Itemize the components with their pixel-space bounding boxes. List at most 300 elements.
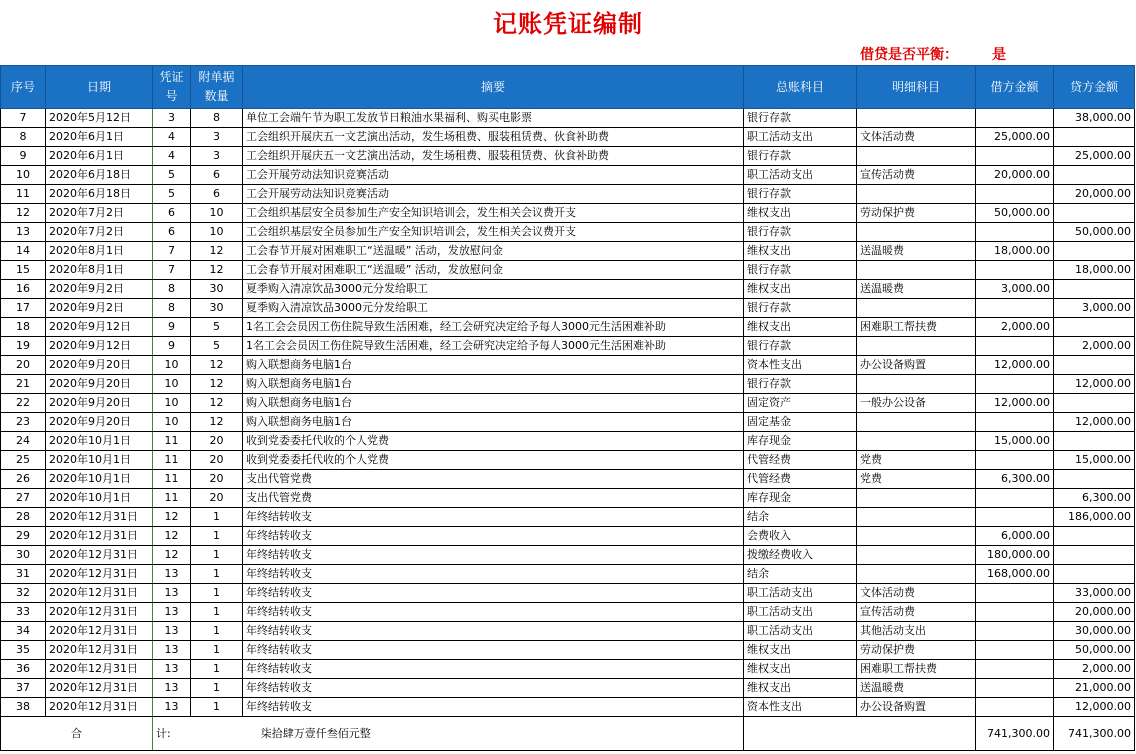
cell-credit[interactable] [1054, 565, 1135, 584]
cell-debit[interactable] [976, 489, 1054, 508]
cell-debit[interactable] [976, 337, 1054, 356]
cell-attachments[interactable]: 5 [191, 318, 243, 337]
cell-general-account[interactable]: 职工活动支出 [744, 622, 857, 641]
cell-debit[interactable] [976, 603, 1054, 622]
cell-voucher-no[interactable]: 12 [153, 527, 191, 546]
cell-summary[interactable]: 工会春节开展对困难职工“送温暖” 活动，发放慰问金 [243, 261, 744, 280]
total-credit[interactable]: 741,300.00 [1054, 717, 1135, 751]
cell-detail-account[interactable] [857, 109, 976, 128]
cell-general-account[interactable]: 固定资产 [744, 394, 857, 413]
cell-debit[interactable]: 18,000.00 [976, 242, 1054, 261]
cell-attachments[interactable]: 12 [191, 413, 243, 432]
cell-voucher-no[interactable]: 10 [153, 413, 191, 432]
total-empty[interactable] [744, 717, 976, 751]
cell-attachments[interactable]: 1 [191, 508, 243, 527]
cell-summary[interactable]: 年终结转收支 [243, 641, 744, 660]
cell-summary[interactable]: 年终结转收支 [243, 698, 744, 717]
cell-attachments[interactable]: 12 [191, 375, 243, 394]
cell-detail-account[interactable]: 劳动保护费 [857, 641, 976, 660]
cell-attachments[interactable]: 1 [191, 603, 243, 622]
cell-date[interactable]: 2020年12月31日 [46, 508, 153, 527]
cell-debit[interactable]: 180,000.00 [976, 546, 1054, 565]
cell-summary[interactable]: 收到党委委托代收的个人党费 [243, 432, 744, 451]
cell-attachments[interactable]: 20 [191, 432, 243, 451]
cell-credit[interactable]: 20,000.00 [1054, 185, 1135, 204]
cell-attachments[interactable]: 5 [191, 337, 243, 356]
cell-credit[interactable] [1054, 394, 1135, 413]
cell-voucher-no[interactable]: 7 [153, 242, 191, 261]
cell-general-account[interactable]: 维权支出 [744, 679, 857, 698]
cell-general-account[interactable]: 代管经费 [744, 470, 857, 489]
cell-general-account[interactable]: 资本性支出 [744, 698, 857, 717]
cell-attachments[interactable]: 8 [191, 109, 243, 128]
cell-detail-account[interactable] [857, 413, 976, 432]
cell-debit[interactable] [976, 508, 1054, 527]
cell-voucher-no[interactable]: 11 [153, 451, 191, 470]
cell-summary[interactable]: 工会组织开展庆五一文艺演出活动，发生场租费、服装租赁费、伙食补助费 [243, 147, 744, 166]
cell-voucher-no[interactable]: 13 [153, 679, 191, 698]
cell-voucher-no[interactable]: 8 [153, 280, 191, 299]
header-voucher[interactable]: 凭证号 [153, 66, 191, 109]
cell-detail-account[interactable]: 宣传活动费 [857, 603, 976, 622]
cell-voucher-no[interactable]: 6 [153, 204, 191, 223]
total-debit[interactable]: 741,300.00 [976, 717, 1054, 751]
cell-seq[interactable]: 18 [1, 318, 46, 337]
cell-attachments[interactable]: 3 [191, 147, 243, 166]
cell-debit[interactable]: 12,000.00 [976, 356, 1054, 375]
cell-debit[interactable] [976, 451, 1054, 470]
cell-voucher-no[interactable]: 11 [153, 470, 191, 489]
cell-detail-account[interactable] [857, 508, 976, 527]
cell-credit[interactable]: 33,000.00 [1054, 584, 1135, 603]
cell-summary[interactable]: 夏季购入清凉饮品3000元分发给职工 [243, 280, 744, 299]
cell-general-account[interactable]: 结余 [744, 508, 857, 527]
cell-summary[interactable]: 工会组织基层安全员参加生产安全知识培训会，发生相关会议费开支 [243, 204, 744, 223]
cell-date[interactable]: 2020年12月31日 [46, 565, 153, 584]
cell-general-account[interactable]: 固定基金 [744, 413, 857, 432]
cell-credit[interactable]: 21,000.00 [1054, 679, 1135, 698]
cell-seq[interactable]: 17 [1, 299, 46, 318]
cell-summary[interactable]: 支出代管党费 [243, 489, 744, 508]
cell-date[interactable]: 2020年9月20日 [46, 356, 153, 375]
cell-credit[interactable]: 15,000.00 [1054, 451, 1135, 470]
cell-detail-account[interactable] [857, 147, 976, 166]
cell-date[interactable]: 2020年10月1日 [46, 470, 153, 489]
cell-detail-account[interactable]: 党费 [857, 470, 976, 489]
cell-general-account[interactable]: 银行存款 [744, 337, 857, 356]
cell-voucher-no[interactable]: 4 [153, 128, 191, 147]
cell-summary[interactable]: 支出代管党费 [243, 470, 744, 489]
cell-credit[interactable]: 6,300.00 [1054, 489, 1135, 508]
cell-detail-account[interactable] [857, 489, 976, 508]
cell-attachments[interactable]: 20 [191, 451, 243, 470]
cell-credit[interactable]: 50,000.00 [1054, 641, 1135, 660]
cell-detail-account[interactable] [857, 546, 976, 565]
cell-seq[interactable]: 29 [1, 527, 46, 546]
cell-general-account[interactable]: 职工活动支出 [744, 584, 857, 603]
cell-seq[interactable]: 20 [1, 356, 46, 375]
cell-date[interactable]: 2020年12月31日 [46, 603, 153, 622]
cell-summary[interactable]: 年终结转收支 [243, 527, 744, 546]
cell-seq[interactable]: 21 [1, 375, 46, 394]
cell-date[interactable]: 2020年9月12日 [46, 318, 153, 337]
cell-date[interactable]: 2020年7月2日 [46, 204, 153, 223]
cell-date[interactable]: 2020年12月31日 [46, 698, 153, 717]
cell-voucher-no[interactable]: 11 [153, 489, 191, 508]
cell-credit[interactable] [1054, 166, 1135, 185]
cell-general-account[interactable]: 银行存款 [744, 375, 857, 394]
cell-debit[interactable] [976, 299, 1054, 318]
cell-credit[interactable]: 30,000.00 [1054, 622, 1135, 641]
cell-voucher-no[interactable]: 9 [153, 318, 191, 337]
cell-voucher-no[interactable]: 9 [153, 337, 191, 356]
cell-seq[interactable]: 28 [1, 508, 46, 527]
cell-detail-account[interactable] [857, 565, 976, 584]
cell-attachments[interactable]: 12 [191, 261, 243, 280]
cell-attachments[interactable]: 6 [191, 185, 243, 204]
cell-summary[interactable]: 收到党委委托代收的个人党费 [243, 451, 744, 470]
cell-general-account[interactable]: 维权支出 [744, 204, 857, 223]
cell-credit[interactable]: 20,000.00 [1054, 603, 1135, 622]
cell-seq[interactable]: 37 [1, 679, 46, 698]
cell-debit[interactable]: 168,000.00 [976, 565, 1054, 584]
cell-detail-account[interactable]: 办公设备购置 [857, 698, 976, 717]
cell-summary[interactable]: 年终结转收支 [243, 603, 744, 622]
cell-seq[interactable]: 23 [1, 413, 46, 432]
cell-summary[interactable]: 年终结转收支 [243, 565, 744, 584]
cell-general-account[interactable]: 维权支出 [744, 641, 857, 660]
cell-general-account[interactable]: 结余 [744, 565, 857, 584]
cell-credit[interactable]: 50,000.00 [1054, 223, 1135, 242]
cell-date[interactable]: 2020年6月18日 [46, 166, 153, 185]
cell-debit[interactable] [976, 679, 1054, 698]
cell-voucher-no[interactable]: 13 [153, 603, 191, 622]
cell-general-account[interactable]: 银行存款 [744, 147, 857, 166]
cell-seq[interactable]: 11 [1, 185, 46, 204]
cell-credit[interactable]: 2,000.00 [1054, 660, 1135, 679]
cell-date[interactable]: 2020年6月1日 [46, 128, 153, 147]
cell-attachments[interactable]: 1 [191, 584, 243, 603]
cell-date[interactable]: 2020年12月31日 [46, 622, 153, 641]
cell-summary[interactable]: 工会开展劳动法知识竞赛活动 [243, 185, 744, 204]
cell-credit[interactable] [1054, 356, 1135, 375]
cell-detail-account[interactable] [857, 223, 976, 242]
header-seq[interactable]: 序号 [1, 66, 46, 109]
cell-date[interactable]: 2020年10月1日 [46, 489, 153, 508]
cell-seq[interactable]: 14 [1, 242, 46, 261]
cell-detail-account[interactable] [857, 432, 976, 451]
cell-credit[interactable] [1054, 527, 1135, 546]
cell-date[interactable]: 2020年12月31日 [46, 546, 153, 565]
cell-seq[interactable]: 33 [1, 603, 46, 622]
cell-summary[interactable]: 年终结转收支 [243, 546, 744, 565]
cell-voucher-no[interactable]: 13 [153, 622, 191, 641]
cell-attachments[interactable]: 6 [191, 166, 243, 185]
cell-attachments[interactable]: 20 [191, 489, 243, 508]
cell-credit[interactable]: 18,000.00 [1054, 261, 1135, 280]
cell-debit[interactable]: 6,300.00 [976, 470, 1054, 489]
cell-debit[interactable]: 50,000.00 [976, 204, 1054, 223]
cell-general-account[interactable]: 会费收入 [744, 527, 857, 546]
cell-debit[interactable] [976, 584, 1054, 603]
cell-date[interactable]: 2020年12月31日 [46, 660, 153, 679]
cell-general-account[interactable]: 库存现金 [744, 432, 857, 451]
cell-debit[interactable] [976, 641, 1054, 660]
cell-summary[interactable]: 年终结转收支 [243, 679, 744, 698]
cell-seq[interactable]: 35 [1, 641, 46, 660]
cell-seq[interactable]: 9 [1, 147, 46, 166]
cell-voucher-no[interactable]: 3 [153, 109, 191, 128]
cell-general-account[interactable]: 银行存款 [744, 261, 857, 280]
cell-seq[interactable]: 30 [1, 546, 46, 565]
cell-attachments[interactable]: 1 [191, 527, 243, 546]
cell-attachments[interactable]: 12 [191, 242, 243, 261]
cell-seq[interactable]: 8 [1, 128, 46, 147]
cell-seq[interactable]: 25 [1, 451, 46, 470]
cell-summary[interactable]: 年终结转收支 [243, 622, 744, 641]
cell-summary[interactable]: 年终结转收支 [243, 660, 744, 679]
cell-general-account[interactable]: 职工活动支出 [744, 603, 857, 622]
cell-summary[interactable]: 单位工会端午节为职工发放节日粮油水果福利、购买电影票 [243, 109, 744, 128]
cell-voucher-no[interactable]: 13 [153, 584, 191, 603]
cell-attachments[interactable]: 3 [191, 128, 243, 147]
cell-debit[interactable] [976, 622, 1054, 641]
cell-detail-account[interactable]: 困难职工帮扶费 [857, 318, 976, 337]
cell-voucher-no[interactable]: 10 [153, 375, 191, 394]
cell-summary[interactable]: 购入联想商务电脑1台 [243, 394, 744, 413]
cell-general-account[interactable]: 代管经费 [744, 451, 857, 470]
cell-credit[interactable]: 2,000.00 [1054, 337, 1135, 356]
cell-attachments[interactable]: 20 [191, 470, 243, 489]
cell-voucher-no[interactable]: 8 [153, 299, 191, 318]
cell-date[interactable]: 2020年7月2日 [46, 223, 153, 242]
cell-attachments[interactable]: 12 [191, 394, 243, 413]
cell-voucher-no[interactable]: 4 [153, 147, 191, 166]
cell-detail-account[interactable]: 党费 [857, 451, 976, 470]
cell-detail-account[interactable]: 文体活动费 [857, 584, 976, 603]
cell-seq[interactable]: 36 [1, 660, 46, 679]
cell-detail-account[interactable]: 送温暖费 [857, 242, 976, 261]
cell-detail-account[interactable] [857, 185, 976, 204]
cell-debit[interactable] [976, 698, 1054, 717]
cell-attachments[interactable]: 1 [191, 679, 243, 698]
cell-date[interactable]: 2020年10月1日 [46, 451, 153, 470]
cell-debit[interactable] [976, 413, 1054, 432]
cell-credit[interactable] [1054, 280, 1135, 299]
cell-voucher-no[interactable]: 13 [153, 698, 191, 717]
cell-detail-account[interactable]: 送温暖费 [857, 280, 976, 299]
cell-voucher-no[interactable]: 6 [153, 223, 191, 242]
cell-seq[interactable]: 19 [1, 337, 46, 356]
cell-voucher-no[interactable]: 10 [153, 394, 191, 413]
cell-attachments[interactable]: 1 [191, 660, 243, 679]
header-credit[interactable]: 贷方金额 [1054, 66, 1135, 109]
cell-summary[interactable]: 1名工会会员因工伤住院导致生活困难，经工会研究决定给予每人3000元生活困难补助 [243, 337, 744, 356]
cell-debit[interactable] [976, 375, 1054, 394]
cell-voucher-no[interactable]: 13 [153, 565, 191, 584]
cell-date[interactable]: 2020年9月20日 [46, 394, 153, 413]
header-detail-account[interactable]: 明细科目 [857, 66, 976, 109]
cell-seq[interactable]: 22 [1, 394, 46, 413]
cell-detail-account[interactable]: 困难职工帮扶费 [857, 660, 976, 679]
cell-date[interactable]: 2020年8月1日 [46, 261, 153, 280]
cell-credit[interactable]: 25,000.00 [1054, 147, 1135, 166]
cell-debit[interactable] [976, 109, 1054, 128]
cell-general-account[interactable]: 银行存款 [744, 185, 857, 204]
cell-detail-account[interactable]: 送温暖费 [857, 679, 976, 698]
cell-seq[interactable]: 10 [1, 166, 46, 185]
cell-attachments[interactable]: 1 [191, 698, 243, 717]
cell-credit[interactable]: 12,000.00 [1054, 698, 1135, 717]
cell-seq[interactable]: 15 [1, 261, 46, 280]
cell-credit[interactable] [1054, 204, 1135, 223]
cell-voucher-no[interactable]: 5 [153, 185, 191, 204]
cell-summary[interactable]: 夏季购入清凉饮品3000元分发给职工 [243, 299, 744, 318]
cell-voucher-no[interactable]: 12 [153, 508, 191, 527]
cell-attachments[interactable]: 1 [191, 641, 243, 660]
cell-summary[interactable]: 购入联想商务电脑1台 [243, 413, 744, 432]
cell-detail-account[interactable] [857, 299, 976, 318]
cell-attachments[interactable]: 1 [191, 565, 243, 584]
cell-date[interactable]: 2020年9月12日 [46, 337, 153, 356]
cell-debit[interactable]: 12,000.00 [976, 394, 1054, 413]
cell-date[interactable]: 2020年12月31日 [46, 641, 153, 660]
header-date[interactable]: 日期 [46, 66, 153, 109]
cell-attachments[interactable]: 30 [191, 299, 243, 318]
cell-date[interactable]: 2020年10月1日 [46, 432, 153, 451]
cell-seq[interactable]: 16 [1, 280, 46, 299]
cell-detail-account[interactable] [857, 337, 976, 356]
cell-detail-account[interactable]: 文体活动费 [857, 128, 976, 147]
cell-attachments[interactable]: 12 [191, 356, 243, 375]
cell-seq[interactable]: 12 [1, 204, 46, 223]
cell-general-account[interactable]: 资本性支出 [744, 356, 857, 375]
cell-general-account[interactable]: 职工活动支出 [744, 166, 857, 185]
cell-credit[interactable]: 12,000.00 [1054, 375, 1135, 394]
cell-credit[interactable] [1054, 318, 1135, 337]
cell-date[interactable]: 2020年12月31日 [46, 527, 153, 546]
cell-date[interactable]: 2020年5月12日 [46, 109, 153, 128]
cell-debit[interactable]: 25,000.00 [976, 128, 1054, 147]
cell-general-account[interactable]: 银行存款 [744, 299, 857, 318]
cell-detail-account[interactable]: 一般办公设备 [857, 394, 976, 413]
total-words-cell[interactable] [153, 717, 744, 751]
cell-debit[interactable] [976, 223, 1054, 242]
cell-date[interactable]: 2020年8月1日 [46, 242, 153, 261]
cell-credit[interactable] [1054, 470, 1135, 489]
cell-summary[interactable]: 工会组织开展庆五一文艺演出活动，发生场租费、服装租赁费、伙食补助费 [243, 128, 744, 147]
cell-general-account[interactable]: 维权支出 [744, 242, 857, 261]
total-label-left[interactable]: 合 [1, 717, 153, 751]
cell-seq[interactable]: 26 [1, 470, 46, 489]
cell-debit[interactable] [976, 147, 1054, 166]
cell-date[interactable]: 2020年6月1日 [46, 147, 153, 166]
cell-summary[interactable]: 购入联想商务电脑1台 [243, 375, 744, 394]
cell-seq[interactable]: 24 [1, 432, 46, 451]
cell-voucher-no[interactable]: 5 [153, 166, 191, 185]
cell-debit[interactable]: 20,000.00 [976, 166, 1054, 185]
cell-detail-account[interactable]: 宣传活动费 [857, 166, 976, 185]
cell-detail-account[interactable] [857, 527, 976, 546]
cell-detail-account[interactable] [857, 261, 976, 280]
cell-date[interactable]: 2020年9月2日 [46, 299, 153, 318]
cell-summary[interactable]: 1名工会会员因工伤住院导致生活困难，经工会研究决定给予每人3000元生活困难补助 [243, 318, 744, 337]
cell-credit[interactable] [1054, 432, 1135, 451]
cell-date[interactable]: 2020年9月20日 [46, 413, 153, 432]
header-attachments[interactable]: 附单据数量 [191, 66, 243, 109]
cell-seq[interactable]: 7 [1, 109, 46, 128]
cell-general-account[interactable]: 维权支出 [744, 318, 857, 337]
cell-summary[interactable]: 购入联想商务电脑1台 [243, 356, 744, 375]
cell-credit[interactable] [1054, 546, 1135, 565]
cell-voucher-no[interactable]: 13 [153, 660, 191, 679]
cell-voucher-no[interactable]: 13 [153, 641, 191, 660]
cell-debit[interactable] [976, 185, 1054, 204]
cell-voucher-no[interactable]: 11 [153, 432, 191, 451]
cell-credit[interactable]: 186,000.00 [1054, 508, 1135, 527]
cell-debit[interactable]: 15,000.00 [976, 432, 1054, 451]
cell-general-account[interactable]: 库存现金 [744, 489, 857, 508]
cell-detail-account[interactable]: 劳动保护费 [857, 204, 976, 223]
cell-date[interactable]: 2020年9月2日 [46, 280, 153, 299]
cell-attachments[interactable]: 1 [191, 622, 243, 641]
cell-credit[interactable]: 3,000.00 [1054, 299, 1135, 318]
cell-date[interactable]: 2020年6月18日 [46, 185, 153, 204]
cell-debit[interactable] [976, 660, 1054, 679]
cell-seq[interactable]: 32 [1, 584, 46, 603]
header-general-account[interactable]: 总账科目 [744, 66, 857, 109]
cell-summary[interactable]: 年终结转收支 [243, 508, 744, 527]
header-summary[interactable]: 摘要 [243, 66, 744, 109]
cell-detail-account[interactable] [857, 375, 976, 394]
cell-attachments[interactable]: 30 [191, 280, 243, 299]
cell-detail-account[interactable]: 办公设备购置 [857, 356, 976, 375]
cell-attachments[interactable]: 10 [191, 204, 243, 223]
cell-general-account[interactable]: 维权支出 [744, 660, 857, 679]
cell-debit[interactable]: 6,000.00 [976, 527, 1054, 546]
cell-credit[interactable] [1054, 128, 1135, 147]
header-debit[interactable]: 借方金额 [976, 66, 1054, 109]
cell-date[interactable]: 2020年9月20日 [46, 375, 153, 394]
cell-general-account[interactable]: 职工活动支出 [744, 128, 857, 147]
cell-general-account[interactable]: 拨缴经费收入 [744, 546, 857, 565]
cell-voucher-no[interactable]: 12 [153, 546, 191, 565]
cell-general-account[interactable]: 银行存款 [744, 109, 857, 128]
cell-credit[interactable]: 12,000.00 [1054, 413, 1135, 432]
cell-attachments[interactable]: 1 [191, 546, 243, 565]
cell-credit[interactable] [1054, 242, 1135, 261]
cell-debit[interactable]: 3,000.00 [976, 280, 1054, 299]
cell-summary[interactable]: 年终结转收支 [243, 584, 744, 603]
cell-debit[interactable] [976, 261, 1054, 280]
cell-voucher-no[interactable]: 10 [153, 356, 191, 375]
cell-seq[interactable]: 38 [1, 698, 46, 717]
cell-summary[interactable]: 工会春节开展对困难职工“送温暖” 活动，发放慰问金 [243, 242, 744, 261]
cell-seq[interactable]: 34 [1, 622, 46, 641]
cell-date[interactable]: 2020年12月31日 [46, 584, 153, 603]
cell-summary[interactable]: 工会组织基层安全员参加生产安全知识培训会，发生相关会议费开支 [243, 223, 744, 242]
cell-summary[interactable]: 工会开展劳动法知识竞赛活动 [243, 166, 744, 185]
cell-seq[interactable]: 13 [1, 223, 46, 242]
cell-seq[interactable]: 31 [1, 565, 46, 584]
cell-date[interactable]: 2020年12月31日 [46, 679, 153, 698]
cell-debit[interactable]: 2,000.00 [976, 318, 1054, 337]
cell-seq[interactable]: 27 [1, 489, 46, 508]
cell-general-account[interactable]: 维权支出 [744, 280, 857, 299]
cell-detail-account[interactable]: 其他活动支出 [857, 622, 976, 641]
cell-voucher-no[interactable]: 7 [153, 261, 191, 280]
cell-general-account[interactable]: 银行存款 [744, 223, 857, 242]
